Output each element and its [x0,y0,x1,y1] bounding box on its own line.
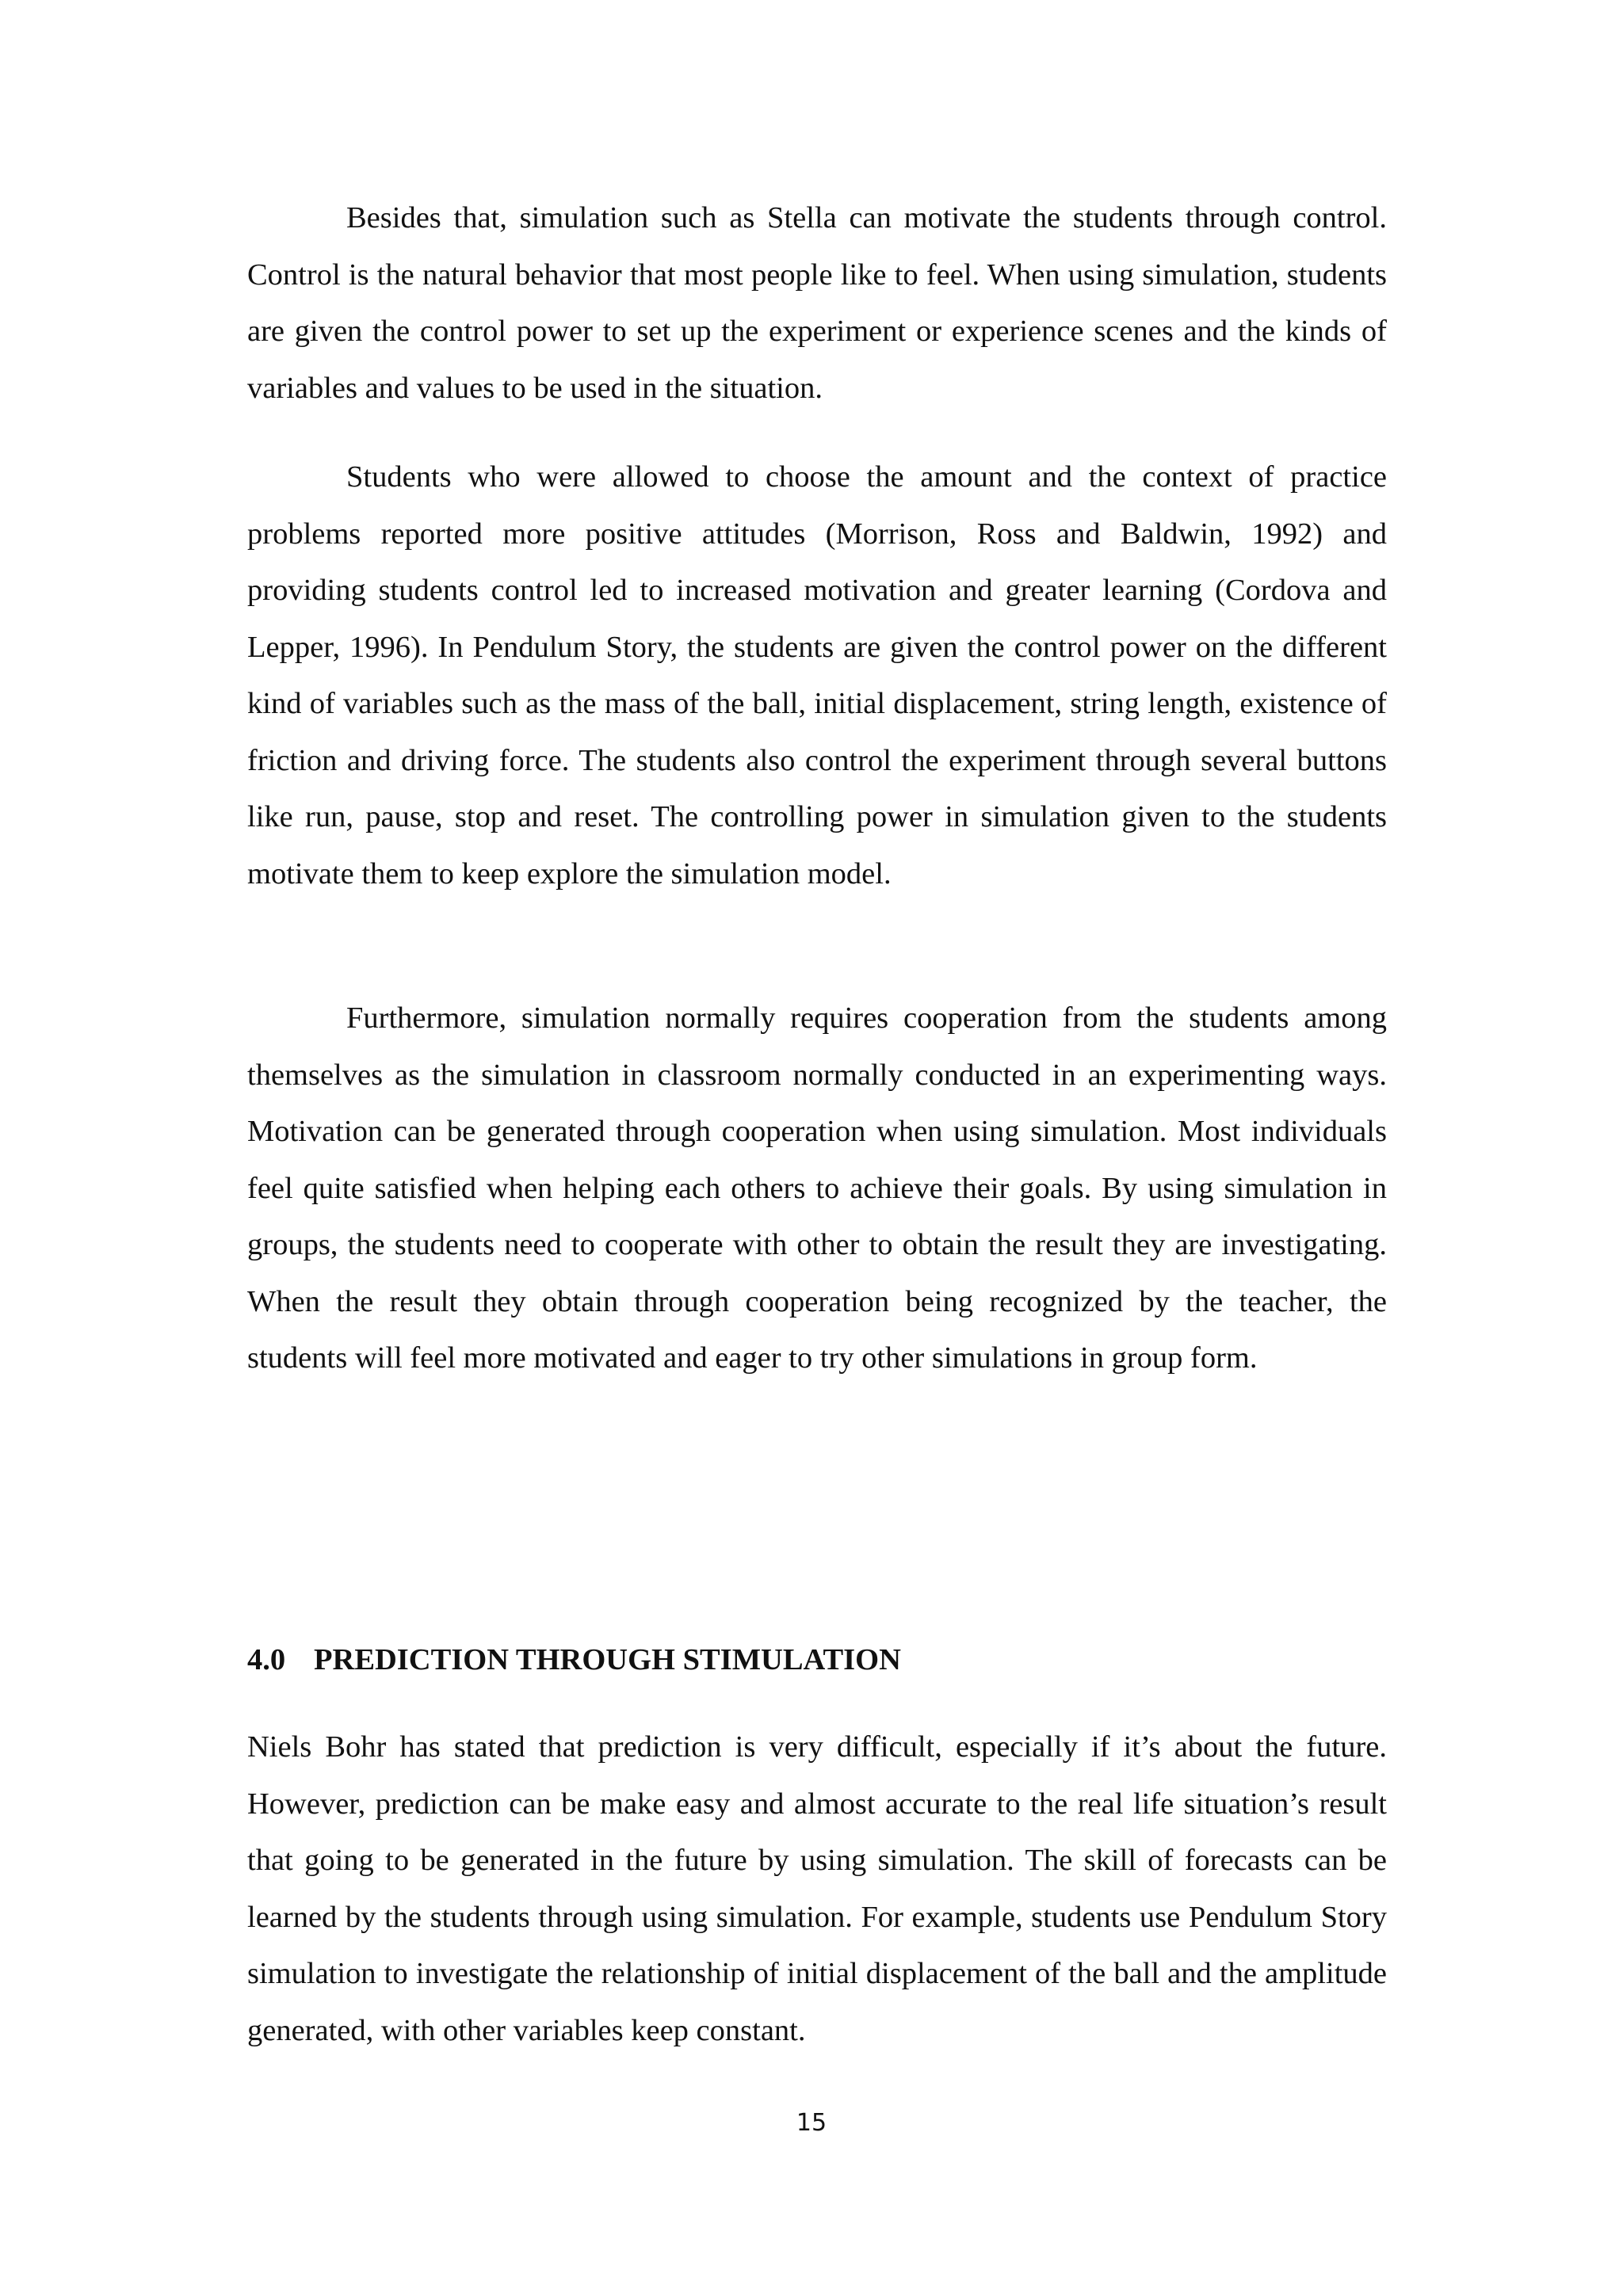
section-title: PREDICTION THROUGH STIMULATION [314,1643,901,1676]
body-block-1 [247,190,1387,417]
paragraph-prediction: Niels Bohr has stated that prediction is very difficult, especially if it’s about the future. However, prediction can be make easy and almost accurate to the real life situation’s result that going to be generated in the future by using simulation. The skill of forecasts can be learned by the students through using simulation. For example, students use Pendulum Story simulation to investigate the relationship of initial displacement of the ball and the amplitude generated, with other variables keep constant. [247,1730,1387,2047]
body-block-2 [247,449,1387,902]
section-number: 4.0 [247,1643,286,1676]
body-block-3 [247,990,1387,1387]
paragraph-stella-control: Besides that, simulation such as Stella can motivate the students through control. Control is the natural behavior that most people like to feel. When using simulation, students are given the control power to set up the experiment or experience scenes and the kinds of variables and values to be used in the situation. [247,201,1387,405]
section-heading [247,1632,901,1689]
paragraph-cooperation: Furthermore, simulation normally requires cooperation from the students among themselves as the simulation in classroom normally conducted in an experimenting ways. Motivation can be generated through cooperation when using simulation. Most individuals feel quite satisfied when helping each others to achieve their goals. By using simulation in groups, the students need to cooperate with other to obtain the result they are investigating. When the result they obtain through cooperation being recognized by the teacher, the students will feel more motivated and eager to try other simulations in group form. [247,1001,1387,1375]
body-block-4 [247,1719,1387,2059]
paragraph-student-control: Students who were allowed to choose the amount and the context of practice problems reported more positive attitudes (Morrison, Ross and Baldwin, 1992) and providing students control led to increased motivation and greater learning (Cordova and Lepper, 1996). In Pendulum Story, the students are given the control power on the different kind of variables such as the mass of the ball, initial displacement, string length, existence of friction and driving force. The students also control the experiment through several buttons like run, pause, stop and reset. The controlling power in simulation given to the students motivate them to keep explore the simulation model. [247,460,1387,891]
page-number: 15 [796,2109,827,2137]
